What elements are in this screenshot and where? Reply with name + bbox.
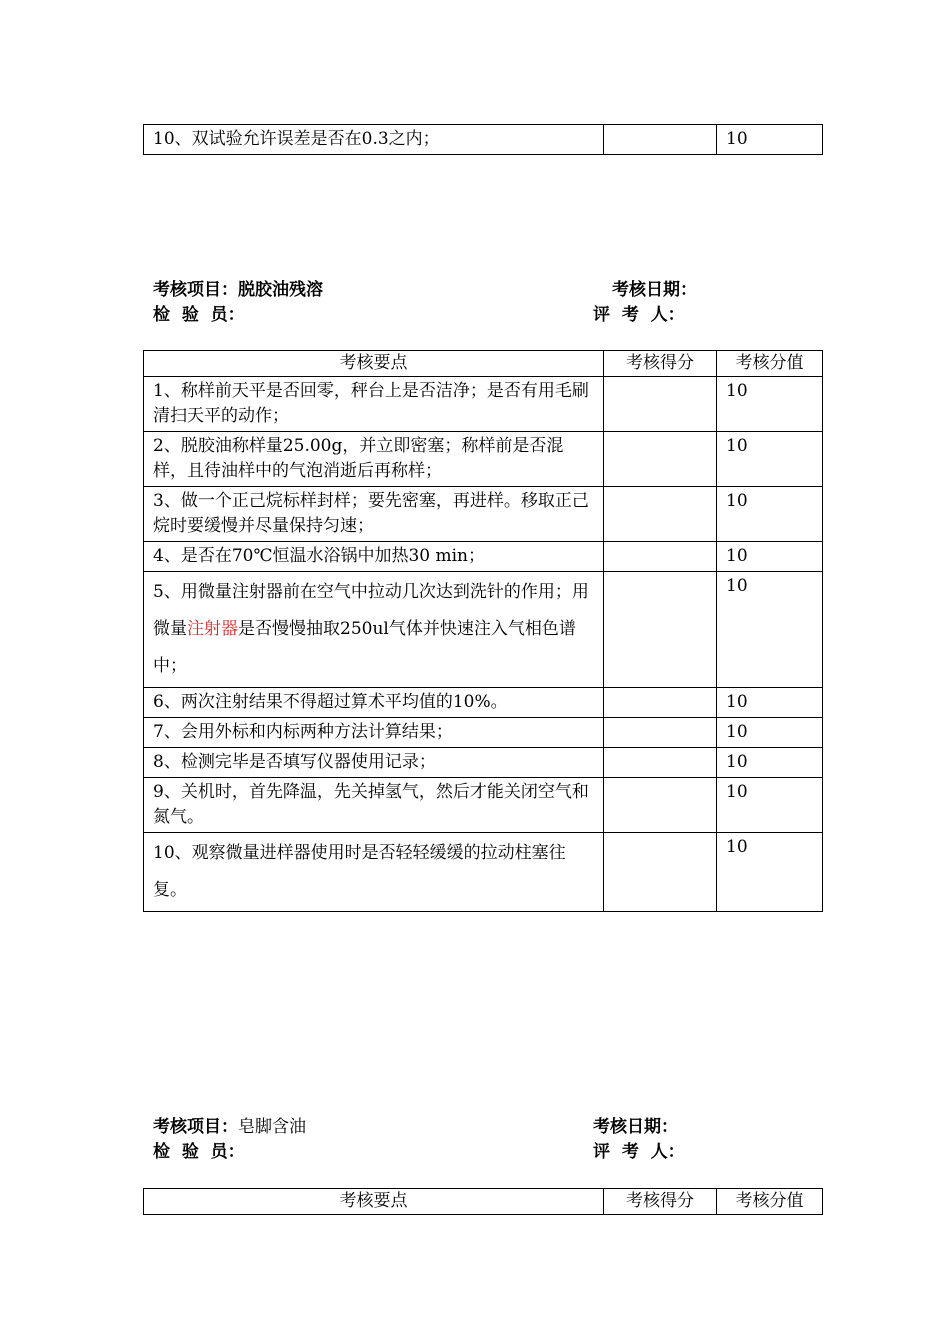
item-cell: 9、关机时，首先降温，先关掉氢气，然后才能关闭空气和氮气。	[144, 778, 604, 833]
score-cell[interactable]	[604, 718, 717, 748]
score-cell[interactable]	[604, 833, 717, 912]
value-cell: 10	[717, 778, 823, 833]
table-row	[144, 688, 823, 718]
item-cell	[144, 572, 604, 688]
value-cell: 10	[717, 487, 823, 542]
examiner-label: 评 考 人：	[593, 305, 685, 325]
table-row	[144, 572, 823, 688]
value-cell: 10	[717, 125, 823, 155]
item-cell: 10、双试验允许误差是否在0.3之内；	[144, 125, 604, 155]
value-cell: 10	[717, 542, 823, 572]
table-header-row	[144, 1189, 823, 1215]
project-label: 考核项目：	[153, 280, 238, 300]
value-cell: 10	[717, 377, 823, 432]
table-header-row	[144, 351, 823, 377]
header-item: 考核要点	[144, 351, 604, 377]
table-row	[144, 542, 823, 572]
table-row	[144, 778, 823, 833]
project-label: 考核项目：	[153, 1117, 238, 1137]
header-value: 考核分值	[717, 351, 823, 377]
header-score: 考核得分	[604, 351, 717, 377]
item-cell: 6、两次注射结果不得超过算术平均值的10%。	[144, 688, 604, 718]
inspector-label: 检 验 员：	[153, 305, 245, 325]
item-cell: 4、是否在70℃恒温水浴锅中加热30 min；	[144, 542, 604, 572]
date-label: 考核日期：	[593, 1117, 678, 1137]
table-row	[144, 487, 823, 542]
header-item: 考核要点	[144, 1189, 604, 1215]
value-cell: 10	[717, 718, 823, 748]
table-row	[144, 718, 823, 748]
score-cell[interactable]	[604, 688, 717, 718]
header-score: 考核得分	[604, 1189, 717, 1215]
project-line	[153, 1116, 306, 1138]
score-cell[interactable]	[604, 487, 717, 542]
value-cell: 10	[717, 833, 823, 912]
assessment-table-top	[143, 124, 823, 155]
project-line	[153, 279, 323, 301]
score-cell[interactable]	[604, 748, 717, 778]
inspector-label: 检 验 员：	[153, 1142, 245, 1162]
item-cell: 8、检测完毕是否填写仪器使用记录；	[144, 748, 604, 778]
table-row	[144, 377, 823, 432]
score-cell[interactable]	[604, 377, 717, 432]
table-row	[144, 125, 823, 155]
value-cell: 10	[717, 688, 823, 718]
score-cell[interactable]	[604, 778, 717, 833]
table-row	[144, 833, 823, 912]
score-cell[interactable]	[604, 432, 717, 487]
assessment-table-soapstock-oil	[143, 1188, 823, 1215]
value-cell: 10	[717, 432, 823, 487]
header-value: 考核分值	[717, 1189, 823, 1215]
highlighted-term: 注射器	[187, 619, 238, 639]
project-name: 脱胶油残溶	[238, 280, 323, 300]
score-cell[interactable]	[604, 572, 717, 688]
score-cell[interactable]	[604, 125, 717, 155]
item-cell: 10、观察微量进样器使用时是否轻轻缓缓的拉动柱塞往复。	[144, 833, 604, 912]
project-name: 皂脚含油	[238, 1117, 306, 1137]
value-cell: 10	[717, 748, 823, 778]
item-cell: 1、称样前天平是否回零，秤台上是否洁净；是否有用毛刷清扫天平的动作；	[144, 377, 604, 432]
item-cell: 2、脱胶油称样量25.00g，并立即密塞；称样前是否混样，且待油样中的气泡消逝后再称样；	[144, 432, 604, 487]
table-row	[144, 432, 823, 487]
item-text-pre: 5、用微量注射器前在空气中拉动几次达到洗针的作用；用微量	[153, 582, 589, 639]
score-cell[interactable]	[604, 542, 717, 572]
date-label: 考核日期：	[612, 280, 697, 300]
item-cell: 7、会用外标和内标两种方法计算结果；	[144, 718, 604, 748]
item-text-post: 是否慢慢抽取250ul气体并快速注入气相色谱中；	[153, 619, 576, 676]
examiner-label: 评 考 人：	[593, 1142, 685, 1162]
assessment-table-residual-solvent	[143, 350, 823, 912]
table-row	[144, 748, 823, 778]
value-cell: 10	[717, 572, 823, 688]
item-cell: 3、做一个正己烷标样封样；要先密塞，再进样。移取正己烷时要缓慢并尽量保持匀速；	[144, 487, 604, 542]
